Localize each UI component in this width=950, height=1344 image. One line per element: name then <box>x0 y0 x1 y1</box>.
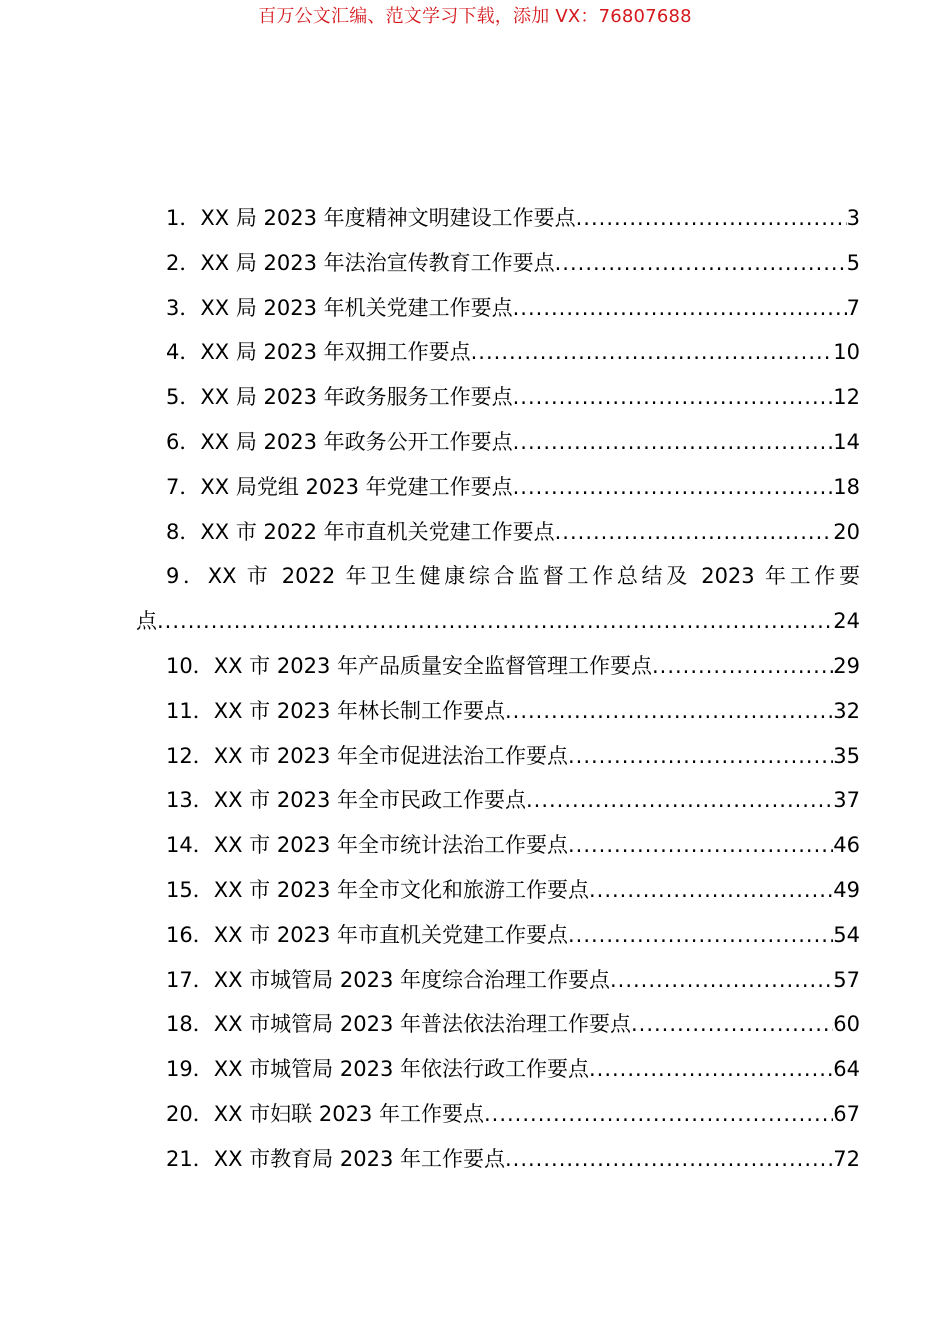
toc-entry-title: XX 局 2023 年双拥工作要点 <box>200 340 471 365</box>
dot-leader <box>555 510 834 555</box>
toc-entry[interactable] <box>136 1002 860 1047</box>
dot-leader <box>526 778 833 823</box>
dot-leader <box>568 913 833 958</box>
toc-entry-page: 32 <box>833 698 860 723</box>
toc-entry[interactable] <box>136 778 860 823</box>
toc-entry[interactable] <box>136 196 860 241</box>
dot-leader <box>513 286 847 331</box>
toc-entry-page: 14 <box>833 429 860 454</box>
toc-entry-title: XX 市城管局 2023 年普法依法治理工作要点 <box>213 1012 631 1037</box>
toc-entry-number: 5． <box>166 385 201 410</box>
dot-leader <box>610 958 833 1003</box>
toc-entry-number: 19． <box>166 1057 214 1082</box>
toc-entry-page: 72 <box>833 1146 860 1171</box>
toc-entry[interactable] <box>136 734 860 779</box>
toc-entry[interactable] <box>136 958 860 1003</box>
toc-entry-title: XX 局 2023 年法治宣传教育工作要点 <box>200 250 555 275</box>
toc-entry[interactable] <box>136 1092 860 1137</box>
toc-entry-page: 5 <box>846 250 860 275</box>
dot-leader <box>505 689 833 734</box>
toc-entry-number: 18． <box>166 1012 214 1037</box>
table-of-contents <box>136 196 860 1182</box>
toc-entry-number: 1． <box>166 206 201 230</box>
toc-entry[interactable] <box>136 286 860 331</box>
toc-entry-number: 12． <box>166 743 214 768</box>
toc-entry-page: 12 <box>833 385 860 410</box>
toc-entry[interactable] <box>136 554 860 644</box>
toc-entry-number: 21． <box>166 1146 214 1171</box>
toc-entry[interactable] <box>136 823 860 868</box>
toc-entry[interactable] <box>136 330 860 375</box>
toc-entry-title: XX 市 2023 年产品质量安全监督管理工作要点 <box>213 653 652 678</box>
toc-entry-title: XX 市城管局 2023 年度综合治理工作要点 <box>213 967 610 992</box>
toc-entry-title: XX 市 2023 年全市促进法治工作要点 <box>213 743 568 768</box>
toc-entry-page: 7 <box>846 295 860 320</box>
toc-entry-number: 14． <box>166 833 214 858</box>
toc-entry[interactable] <box>136 375 860 420</box>
toc-entry-page: 49 <box>833 877 860 902</box>
dot-leader <box>513 420 834 465</box>
toc-entry-title: XX 市 2022 年市直机关党建工作要点 <box>200 519 555 544</box>
toc-entry-title: XX 局 2023 年度精神文明建设工作要点 <box>200 206 576 230</box>
dot-leader <box>157 599 833 644</box>
toc-entry[interactable] <box>136 1047 860 1092</box>
toc-entry-number: 6． <box>166 429 201 454</box>
toc-entry-page: 18 <box>833 474 860 499</box>
toc-entry-page: 10 <box>833 340 860 365</box>
toc-entry-title: XX 局 2023 年政务服务工作要点 <box>200 385 513 410</box>
dot-leader <box>513 465 834 510</box>
toc-entry-number: 3． <box>166 295 201 320</box>
toc-entry-title: XX 市教育局 2023 年工作要点 <box>213 1146 505 1171</box>
toc-entry-title: XX 局 2023 年机关党建工作要点 <box>200 295 513 320</box>
dot-leader <box>505 1137 833 1182</box>
toc-entry-title-continued: 点 <box>136 609 157 634</box>
toc-entry[interactable] <box>136 510 860 555</box>
toc-entry-page: 20 <box>833 519 860 544</box>
toc-entry[interactable] <box>136 420 860 465</box>
toc-entry-page: 67 <box>833 1101 860 1126</box>
dot-leader <box>568 734 833 779</box>
toc-entry-page: 29 <box>833 653 860 678</box>
watermark-header: 百万公文汇编、范文学习下载，添加 VX：76807688 <box>258 6 692 27</box>
toc-entry-page: 57 <box>833 967 860 992</box>
dot-leader <box>652 644 833 689</box>
toc-entry-title: XX 市 2022 年卫生健康综合监督工作总结及 2023 年工作要 <box>207 564 860 589</box>
toc-entry-page: 64 <box>833 1057 860 1082</box>
toc-entry-number: 9． <box>166 564 208 589</box>
toc-entry-title: XX 局党组 2023 年党建工作要点 <box>200 474 513 499</box>
toc-entry-number: 2． <box>166 250 201 275</box>
dot-leader <box>589 1047 833 1092</box>
toc-entry[interactable] <box>136 1137 860 1182</box>
toc-entry-number: 15． <box>166 877 214 902</box>
dot-leader <box>471 330 834 375</box>
dot-leader <box>484 1092 833 1137</box>
toc-entry[interactable] <box>136 465 860 510</box>
toc-entry-number: 11． <box>166 698 214 723</box>
toc-entry-page: 35 <box>833 743 860 768</box>
dot-leader <box>568 823 833 868</box>
toc-entry-title: XX 市 2023 年全市民政工作要点 <box>213 788 526 813</box>
toc-entry-number: 8． <box>166 519 201 544</box>
toc-entry-title: XX 市 2023 年市直机关党建工作要点 <box>213 922 568 947</box>
toc-entry[interactable] <box>136 644 860 689</box>
toc-entry-page: 37 <box>833 788 860 813</box>
toc-entry-number: 4． <box>166 340 201 365</box>
toc-entry-title: XX 市妇联 2023 年工作要点 <box>213 1101 484 1126</box>
dot-leader <box>555 241 847 286</box>
toc-entry[interactable] <box>136 868 860 913</box>
toc-entry[interactable] <box>136 241 860 286</box>
toc-entry-title: XX 市 2023 年林长制工作要点 <box>213 698 505 723</box>
toc-entry-number: 16． <box>166 922 214 947</box>
toc-entry-page: 54 <box>833 922 860 947</box>
toc-entry[interactable] <box>136 913 860 958</box>
toc-entry-title: XX 市城管局 2023 年依法行政工作要点 <box>213 1057 589 1082</box>
toc-entry-number: 17． <box>166 967 214 992</box>
toc-entry-title: XX 市 2023 年全市文化和旅游工作要点 <box>213 877 589 902</box>
toc-entry-title: XX 市 2023 年全市统计法治工作要点 <box>213 833 568 858</box>
dot-leader <box>631 1002 833 1047</box>
toc-entry-number: 10． <box>166 653 214 678</box>
toc-entry[interactable] <box>136 689 860 734</box>
toc-entry-title: XX 局 2023 年政务公开工作要点 <box>200 429 513 454</box>
dot-leader <box>589 868 833 913</box>
dot-leader <box>576 196 847 241</box>
toc-entry-page: 60 <box>833 1012 860 1037</box>
toc-entry-number: 7． <box>166 474 201 499</box>
toc-entry-number: 20． <box>166 1101 214 1126</box>
toc-entry-page: 3 <box>846 206 860 230</box>
dot-leader <box>513 375 834 420</box>
toc-entry-page: 46 <box>833 833 860 858</box>
toc-entry-number: 13． <box>166 788 214 813</box>
toc-entry-page: 24 <box>833 609 860 634</box>
